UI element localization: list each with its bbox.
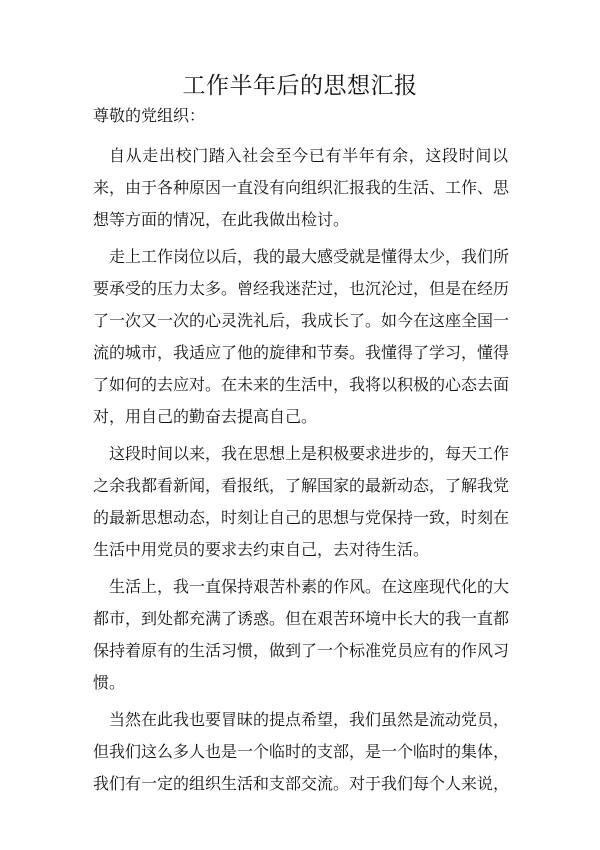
paragraph-line: 生活上，我一直保持艰苦朴素的作风。在这座现代化的大 [109,577,510,596]
document-title: 工作半年后的思想汇报 [182,73,418,99]
paragraph-line: 都市，到处都充满了诱惑。但在艰苦环境中长大的我一直都 [93,609,510,628]
paragraph-line: 要承受的压力太多。曾经我迷茫过，也沉沦过，但是在经历 [93,279,510,298]
paragraph [93,571,508,699]
paragraph-line: 我们有一定的组织生活和支部交流。对于我们每个人来说， [93,774,510,793]
paragraph [93,704,508,800]
paragraph-line: 生活中用党员的要求去约束自己，去对待生活。 [93,540,430,559]
paragraph-line: 保持着原有的生活习惯，做到了一个标准党员应有的作风习 [93,641,510,660]
paragraph-line: 这段时间以来，我在思想上是积极要求进步的，每天工作 [109,444,510,463]
paragraph-line: 了如何的去应对。在未来的生活中，我将以积极的心态去面 [93,375,510,394]
paragraph-line: 的最新思想动态，时刻让自己的思想与党保持一致，时刻在 [93,508,510,527]
paragraph [93,140,508,236]
paragraph [93,241,508,433]
paragraph-line: 当然在此我也要冒昧的提点希望，我们虽然是流动党员， [109,710,510,729]
paragraph-line: 来，由于各种原因一直没有向组织汇报我的生活、工作、思 [93,178,510,197]
paragraph-line: 想等方面的情况，在此我做出检讨。 [93,210,350,229]
paragraph-line: 惯。 [93,673,126,692]
paragraph-line: 流的城市，我适应了他的旋律和节奏。我懂得了学习，懂得 [93,343,510,362]
paragraph-line: 对，用自己的勤奋去提高自己。 [93,407,318,426]
paragraph [93,438,508,566]
paragraph-line: 自从走出校门踏入社会至今已有半年有余，这段时间以 [109,146,508,165]
document-body [93,140,508,805]
salutation: 尊敬的党组织： [93,106,206,125]
paragraph-line: 之余我都看新闻，看报纸，了解国家的最新动态，了解我党 [93,476,510,495]
paragraph-line: 但我们这么多人也是一个临时的支部，是一个临时的集体， [93,742,510,761]
paragraph-line: 了一次又一次的心灵洗礼后，我成长了。如今在这座全国一 [93,311,510,330]
paragraph-line: 走上工作岗位以后，我的最大感受就是懂得太少，我们所 [109,247,510,266]
